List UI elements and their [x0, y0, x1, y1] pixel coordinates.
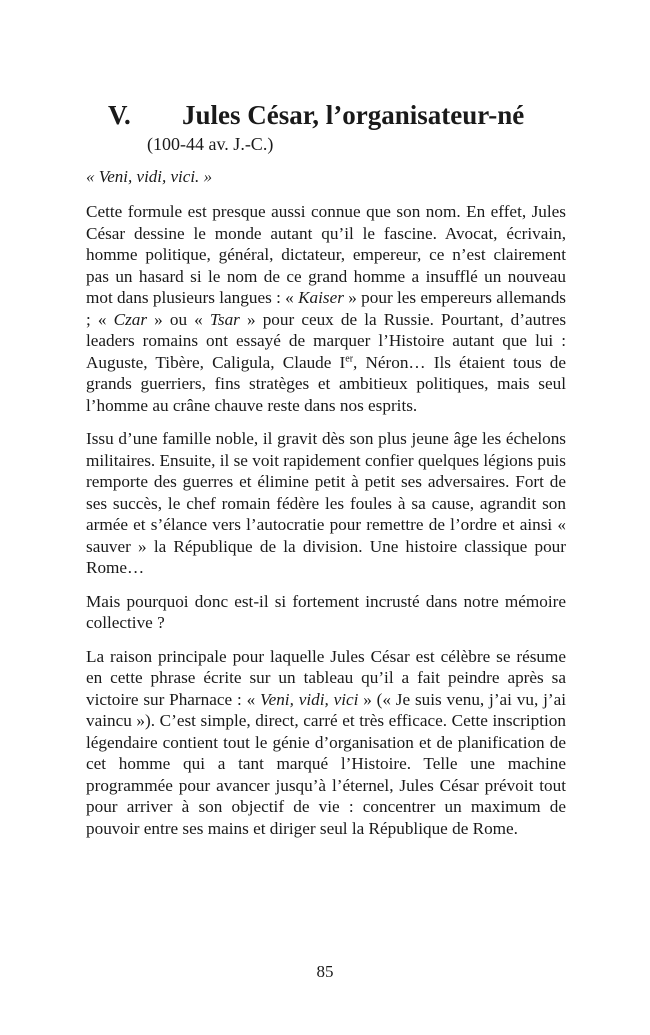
chapter-title: Jules César, l’organisateur-né	[182, 100, 525, 130]
book-page	[86, 98, 566, 851]
quote-veni-vidi-vici: Veni, vidi, vici	[259, 689, 359, 709]
paragraph-4	[86, 646, 566, 840]
paragraph-4-text-b: » (« Je suis venu, j’ai vu, j’ai vaincu »). C’est simple, direct, carré et très efficace. Cette inscription légendaire contient tout le génie d’organisation et de planification de cet homme qui a tant marqué l’Histoire. Telle une machine programmée pour avancer jusqu’à l’éternel, Jules César prévoit tout pour arriver à son objectif de vie : concentrer un maximum de pouvoir entre ses mains et diriger seul la République de Rome.	[86, 689, 566, 838]
word-kaiser: Kaiser	[298, 288, 344, 307]
paragraph-3: Mais pourquoi donc est-il si fortement incrusté dans notre mémoire collective ?	[86, 591, 566, 632]
page-number: 85	[316, 962, 334, 981]
epigraph	[86, 166, 566, 187]
epigraph-text: Veni, vidi, vici.	[98, 167, 200, 186]
paragraph-1-text-a: Cette formule est presque aussi connue que son nom. En effet, Jules César dessine le monde autant qu’il le fascine. Avocat, écrivain, homme politique, général, dictateur, empereur, ce n’est clairement pas un hasard si le nom de ce grand homme a insufflé un nouveau mot dans plusieurs langues : «	[86, 202, 566, 307]
epigraph-open-quote: «	[86, 167, 99, 186]
chapter-number: V.	[108, 100, 131, 130]
paragraph-2: Issu d’une famille noble, il gravit dès son plus jeune âge les échelons militaires. Ensuite, il se voit rapidement confier quelques légions puis remporte des guerres et élimine petit à petit ses adversaires. Fort de ses succès, le chef romain fédère les foules à sa cause, agrandit son armée et s’élance vers l’autocratie pour remettre de l’ordre et ainsi « sauver » la République de la division. Une histoire classique pour Rome…	[86, 429, 566, 577]
chapter-heading	[86, 98, 566, 132]
paragraph-1-text-b: » pour les empereurs allemands ; «	[86, 288, 566, 329]
paragraph-1-text-d: » pour ceux de la Russie. Pourtant, d’autres leaders romains ont essayé de marquer l’Histoire autant que lui : Auguste, Tibère, Caligula, Claude I	[86, 309, 567, 372]
epigraph-close-quote: »	[199, 167, 213, 186]
paragraph-1	[86, 201, 566, 416]
paragraph-4-text-a: La raison principale pour laquelle Jules César est célèbre se résume en cette phrase écrite sur un tableau qu’il a fait peindre après sa victoire sur Pharnace : «	[86, 646, 566, 709]
paragraph-1-text-e: , Néron… Ils étaient tous de grands guerriers, fins stratèges et ambitieux politiques, mais seul l’homme au crâne chauve reste dans nos esprits.	[86, 352, 566, 415]
paragraph-1-text-c: » ou «	[147, 309, 210, 329]
word-czar: Czar	[113, 309, 148, 329]
word-tsar: Tsar	[209, 309, 240, 329]
chapter-dates: (100-44 av. J.-C.)	[147, 134, 274, 154]
ordinal-superscript: er	[345, 352, 354, 364]
